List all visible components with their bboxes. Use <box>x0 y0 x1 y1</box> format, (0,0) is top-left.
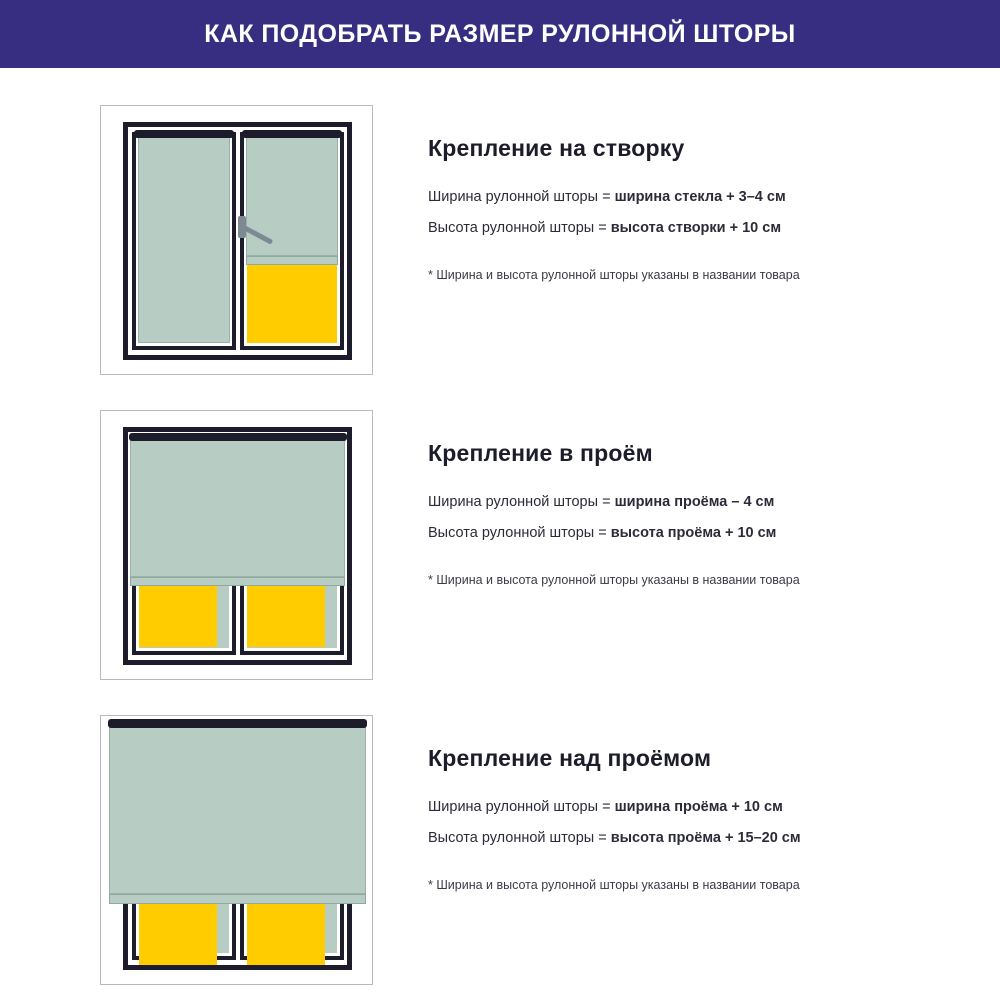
formula-width-value: ширина стекла + 3–4 см <box>614 189 786 205</box>
formula-width <box>428 798 958 817</box>
formula-height-prefix: Высота рулонной шторы = <box>428 524 611 541</box>
formula-width-value: ширина проёма – 4 см <box>614 494 775 510</box>
footnote: * Ширина и высота рулонной шторы указаны в названии товара <box>428 572 800 587</box>
section-mount-on-sash <box>0 95 1000 390</box>
footnote: * Ширина и высота рулонной шторы указаны в названии товара <box>428 267 800 282</box>
formula-height-value: высота створки + 10 см <box>610 219 782 236</box>
page-title: КАК ПОДОБРАТЬ РАЗМЕР РУЛОННОЙ ШТОРЫ <box>204 19 796 48</box>
illustration-window-blind-inside-opening <box>100 410 373 680</box>
roller-blind-fabric <box>130 437 345 577</box>
formula-height <box>428 524 958 543</box>
illustration-window-blind-above-opening <box>100 715 373 985</box>
formula-width-prefix: Ширина рулонной шторы = <box>428 799 615 815</box>
text-block-mount-on-sash <box>428 135 958 282</box>
roller-tube <box>129 433 347 441</box>
header-banner <box>0 0 1000 68</box>
roller-blind-fabric <box>109 724 366 894</box>
roller-tube-left <box>134 130 234 138</box>
section-mount-above-opening <box>0 705 1000 1000</box>
formula-width-prefix: Ширина рулонной шторы = <box>428 494 615 510</box>
highlight-area-right <box>247 904 325 965</box>
roller-tube <box>108 719 367 728</box>
roller-blind-bottom-bar-right <box>246 256 338 265</box>
formula-width-prefix: Ширина рулонной шторы = <box>428 189 615 205</box>
roller-tube-right <box>242 130 342 138</box>
text-block-mount-above-opening <box>428 745 958 892</box>
formula-height <box>428 219 958 238</box>
text-block-mount-in-opening <box>428 440 958 587</box>
highlight-area-left <box>139 904 217 965</box>
footnote: * Ширина и высота рулонной шторы указаны в названии товара <box>428 877 800 892</box>
roller-blind-bottom-bar <box>130 577 345 586</box>
section-title: Крепление на створку <box>428 135 685 161</box>
highlight-area-right <box>247 264 337 343</box>
formula-height-value: высота проёма + 10 см <box>610 524 777 541</box>
formula-width <box>428 188 958 207</box>
formula-height-prefix: Высота рулонной шторы = <box>428 829 611 846</box>
highlight-area-left <box>139 586 217 647</box>
section-mount-in-opening <box>0 400 1000 695</box>
formula-width-value: ширина проёма + 10 см <box>614 799 783 815</box>
roller-blind-bottom-bar <box>109 894 366 904</box>
illustration-window-two-sash-with-handle <box>100 105 373 375</box>
section-title: Крепление над проёмом <box>428 745 712 771</box>
formula-height-value: высота проёма + 15–20 см <box>610 829 801 846</box>
section-title: Крепление в проём <box>428 440 653 466</box>
formula-height <box>428 829 958 848</box>
roller-blind-fabric-left <box>138 135 230 343</box>
highlight-area-right <box>247 586 325 647</box>
formula-width <box>428 493 958 512</box>
formula-height-prefix: Высота рулонной шторы = <box>428 219 611 236</box>
